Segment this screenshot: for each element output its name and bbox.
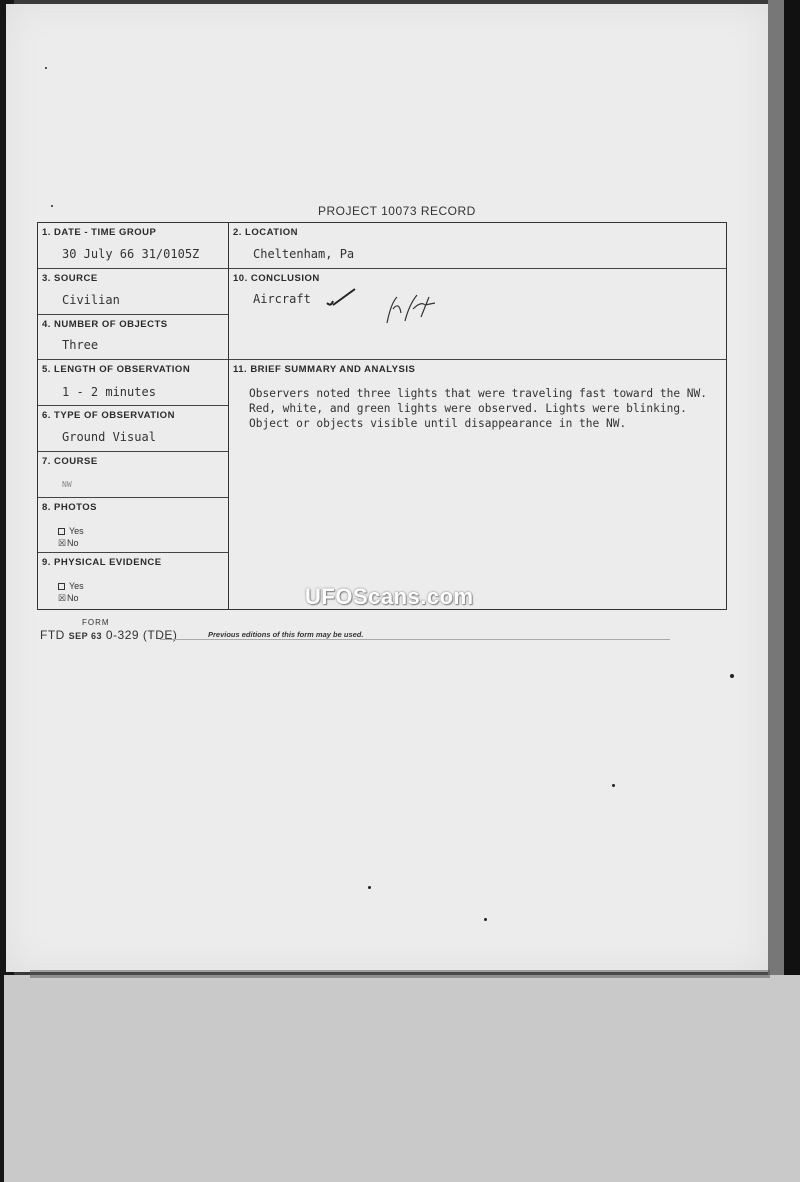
- field-label: 6. TYPE OF OBSERVATION: [42, 410, 175, 421]
- checked-box-icon: ☒: [58, 593, 67, 603]
- scan-speck: [730, 674, 734, 678]
- field-label: 3. SOURCE: [42, 273, 98, 284]
- evidence-option-no: [58, 593, 79, 604]
- field-value: NW: [62, 480, 72, 489]
- form-code-number: 0-329 (TDE): [105, 628, 178, 642]
- scan-speck: [45, 67, 47, 69]
- field-value: Three: [62, 338, 99, 352]
- footer-form-code: [40, 628, 177, 642]
- field-label: 5. LENGTH OF OBSERVATION: [42, 364, 191, 375]
- field-length-of-observation: [38, 360, 228, 406]
- option-label: No: [67, 593, 79, 603]
- field-course: [38, 452, 228, 498]
- field-location: [229, 223, 726, 269]
- field-date-time-group: [38, 223, 228, 269]
- field-value: Civilian: [62, 293, 120, 307]
- scan-speck: [368, 886, 371, 889]
- checked-box-icon: ☒: [58, 538, 67, 548]
- form-left-column: [38, 223, 229, 609]
- scan-right-dark-strip: [784, 0, 800, 975]
- checkbox-icon: [58, 583, 65, 590]
- field-value: Cheltenham, Pa: [253, 247, 355, 261]
- handwritten-checkmark-and-initials: [325, 283, 465, 333]
- field-label: 7. COURSE: [42, 456, 98, 467]
- photos-option-yes: [58, 526, 84, 536]
- field-physical-evidence: [38, 553, 228, 609]
- field-source: [38, 269, 228, 315]
- document-title: PROJECT 10073 RECORD: [318, 204, 476, 218]
- field-type-of-observation: [38, 406, 228, 452]
- field-value: 1 - 2 minutes: [62, 385, 156, 399]
- watermark: UFOScans.com: [305, 584, 474, 609]
- field-value: Aircraft: [253, 292, 311, 306]
- record-form: [37, 222, 727, 610]
- option-label: No: [67, 538, 79, 548]
- field-photos: [38, 498, 228, 553]
- checkbox-icon: [58, 528, 65, 535]
- field-label: 2. LOCATION: [233, 227, 298, 238]
- scan-speck: [612, 784, 615, 787]
- scan-speck: [484, 918, 487, 921]
- option-label: Yes: [69, 581, 84, 591]
- field-summary: [229, 360, 726, 609]
- footer-form-word: FORM: [82, 618, 110, 627]
- field-label: 8. PHOTOS: [42, 502, 98, 513]
- field-label: 1. DATE - TIME GROUP: [42, 227, 157, 238]
- option-label: Yes: [69, 526, 84, 536]
- evidence-option-yes: [58, 581, 84, 591]
- field-value: 30 July 66 31/0105Z: [62, 247, 200, 261]
- form-code-prefix: FTD: [40, 628, 65, 642]
- field-label: 11. BRIEF SUMMARY AND ANALYSIS: [233, 364, 416, 375]
- field-value: Ground Visual: [62, 430, 156, 444]
- field-number-of-objects: [38, 315, 228, 360]
- scan-underlying-page: [4, 975, 800, 1182]
- field-conclusion: [229, 269, 726, 360]
- field-label: 4. NUMBER OF OBJECTS: [42, 319, 168, 330]
- summary-text: Observers noted three lights that were traveling fast toward the NW. Red, white, and green lights were observed. Lights were blinking. Object or objects visible until disappearance in the NW.: [249, 387, 708, 430]
- photos-option-no: [58, 538, 79, 549]
- field-label: 10. CONCLUSION: [233, 273, 320, 284]
- footer-rule: [160, 639, 670, 640]
- footer-note: Previous editions of this form may be used.: [208, 630, 364, 639]
- page-bottom-shadow: [30, 970, 770, 978]
- field-label: 9. PHYSICAL EVIDENCE: [42, 557, 162, 568]
- scan-speck: [51, 205, 53, 207]
- form-code-date: SEP 63: [68, 631, 103, 641]
